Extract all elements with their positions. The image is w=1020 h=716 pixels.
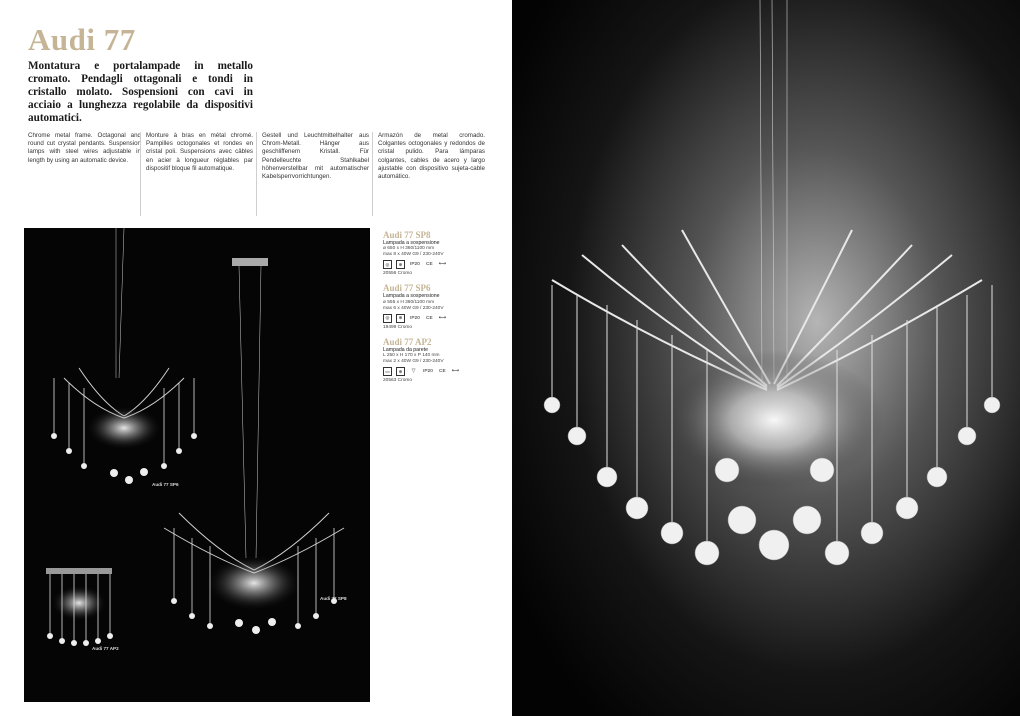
dimmer-icon: ⊕	[396, 367, 405, 376]
spec-type: Lampada a sospensione	[383, 293, 440, 300]
chandeliers-illustration	[24, 228, 370, 702]
spec-type: Lampada da parete	[383, 346, 428, 353]
spec-sp6	[383, 283, 505, 330]
spec-icons	[383, 367, 505, 376]
page-title: Audi 77	[28, 22, 136, 57]
ce-mark: CE	[439, 369, 446, 375]
spec-power: max 2 x 40W G9 / 230-240V	[383, 359, 444, 365]
arrow-icon: ⟷	[438, 262, 446, 268]
spec-ap2	[383, 337, 505, 384]
label-ap2: Audi 77 AP2	[92, 646, 119, 651]
spec-name: Audi 77 SP8	[383, 230, 431, 240]
wall-icon: ▭	[383, 367, 392, 376]
spec-code: 20563 Cromo	[383, 378, 413, 384]
dimmer-icon: ⊕	[396, 260, 405, 269]
spec-dimensions: ø 650 x H 360/1100 mm	[383, 246, 435, 252]
description-spanish: Armazón de metal cromado. Colgantes octogonales y redondos de cristal pulido. Para lámparas colgantes, cables de acero y largo ajustable con dispositivo sujeta-cable automático.	[372, 132, 490, 216]
arrow-icon: ⟷	[438, 315, 446, 321]
spec-code: 19499 Cromo	[383, 324, 413, 330]
ip-rating: IP20	[410, 262, 420, 268]
label-sp8: Audi 77 SP8	[320, 596, 347, 601]
spec-name: Audi 77 AP2	[383, 336, 432, 347]
intro-text: Montatura e portalampade in metallo cromato. Pendagli ottagonali e tondi in cristallo molato. Sospensioni con cavi in acciaio a lunghezza regolabile da dispositivi automatici.	[28, 60, 253, 124]
product-photo	[24, 228, 370, 702]
ce-mark: CE	[426, 262, 433, 268]
dimmer-icon: ⊕	[396, 314, 405, 323]
spec-code: 20556 Cromo	[383, 271, 413, 277]
description-german: Gestell und Leuchtmittelhalter aus Chrom-Metall. Hänger aus geschliffenem Kristall. Für Pendelleuchte Stahlkabel höhenverstellbar mit automatischer Kabelsperrvorrichtungen.	[256, 132, 374, 216]
spec-dimensions: ø 555 x H 360/1100 mm	[383, 299, 435, 305]
arrow-icon: ⟷	[451, 369, 459, 375]
chandelier-closeup	[512, 0, 1020, 716]
spec-icons	[383, 314, 505, 323]
class-icon: ◎	[383, 260, 392, 269]
ip-rating: IP20	[423, 369, 433, 375]
description-english: Chrome metal frame. Octagonal and round cut crystal pendants. Suspension lamps with steel wires adjustable in length by using an automatic device.	[28, 132, 141, 164]
spec-icons	[383, 260, 505, 269]
spec-type: Lampada a sospensione	[383, 240, 440, 246]
sp8-chandelier	[164, 258, 344, 634]
ce-mark: CE	[426, 315, 433, 321]
spec-list	[383, 230, 505, 390]
right-page-photo	[512, 0, 1020, 716]
spec-name: Audi 77 SP6	[383, 283, 431, 294]
class-icon: ◎	[383, 314, 392, 323]
sp6-chandelier	[51, 228, 197, 484]
spec-sp8	[383, 230, 505, 277]
spec-power: max 8 x 40W G9 / 230-240V	[383, 252, 444, 258]
description-french: Monture à bras en métal chromé. Pampilles octogonales et rondes en cristal poli. Suspensions avec câbles en acier à longueur réglables par dispositif bloque fil automatique.	[140, 132, 258, 216]
spec-power: max 6 x 40W G9 / 230-240V	[383, 305, 444, 311]
ap2-wall-lamp	[46, 568, 113, 646]
triangle-icon: ▽	[411, 369, 416, 375]
spec-dimensions: L 250 x H 170 x P 140 mm	[383, 353, 440, 359]
label-sp6: Audi 77 SP6	[152, 482, 179, 487]
ip-rating: IP20	[410, 315, 420, 321]
